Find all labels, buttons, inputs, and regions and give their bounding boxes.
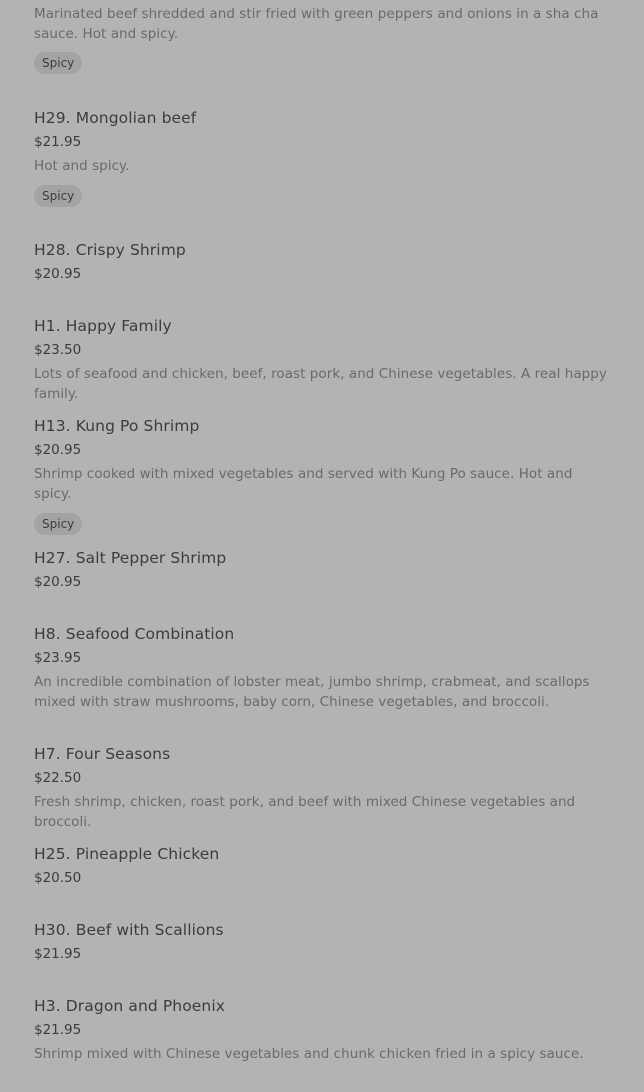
menu-item-price: $20.95	[34, 442, 82, 458]
menu-item-price: $20.95	[34, 574, 82, 590]
menu-item-description: Fresh shrimp, chicken, roast pork, and beef with mixed Chinese vegetables and broccoli.	[34, 794, 576, 830]
menu-item-pineapple-chicken[interactable]	[34, 844, 614, 888]
menu-item-name: H8. Seafood Combination	[34, 625, 235, 643]
spicy-badge: Spicy	[34, 52, 82, 74]
menu-item-salt-pepper-shrimp[interactable]	[34, 548, 614, 592]
menu-item-price: $21.95	[34, 946, 82, 962]
menu-item-price: $21.95	[34, 1022, 82, 1038]
menu-item-price: $20.95	[34, 266, 82, 282]
menu-item-dragon-and-phoenix[interactable]	[34, 996, 614, 1064]
menu-item-sha-cha-beef[interactable]	[34, 4, 614, 74]
menu-item-happy-family[interactable]	[34, 316, 614, 404]
spicy-badge: Spicy	[34, 185, 82, 207]
menu-item-description: Lots of seafood and chicken, beef, roast pork, and Chinese vegetables. A real happy family.	[34, 366, 607, 402]
menu-item-description: Shrimp mixed with Chinese vegetables and chunk chicken fried in a spicy sauce.	[34, 1046, 584, 1062]
menu-item-name: H27. Salt Pepper Shrimp	[34, 549, 227, 567]
menu-item-name: H13. Kung Po Shrimp	[34, 417, 200, 435]
menu-item-name: H3. Dragon and Phoenix	[34, 997, 226, 1015]
menu-item-name: H25. Pineapple Chicken	[34, 845, 220, 863]
menu-item-kung-po-shrimp[interactable]	[34, 416, 614, 535]
menu-item-name: H1. Happy Family	[34, 317, 172, 335]
menu-item-four-seasons[interactable]	[34, 744, 614, 832]
menu-item-beef-with-scallions[interactable]	[34, 920, 614, 964]
menu-item-description: Marinated beef shredded and stir fried with green peppers and onions in a sha cha sauce. Hot and spicy.	[34, 6, 599, 42]
menu-item-seafood-combination[interactable]	[34, 624, 614, 712]
menu-item-crispy-shrimp[interactable]	[34, 240, 614, 284]
menu-item-name: H30. Beef with Scallions	[34, 921, 224, 939]
menu-item-description: Shrimp cooked with mixed vegetables and served with Kung Po sauce. Hot and spicy.	[34, 466, 573, 502]
menu-item-price: $23.95	[34, 650, 82, 666]
spicy-badge: Spicy	[34, 513, 82, 535]
menu-item-price: $23.50	[34, 342, 82, 358]
menu-item-price: $21.95	[34, 134, 82, 150]
menu-item-description: An incredible combination of lobster meat, jumbo shrimp, crabmeat, and scallops mixed with straw mushrooms, baby corn, Chinese vegetables, and broccoli.	[34, 674, 590, 710]
menu-item-price: $22.50	[34, 770, 82, 786]
menu-item-name: H29. Mongolian beef	[34, 109, 197, 127]
menu-item-description: Hot and spicy.	[34, 158, 130, 174]
menu-item-name: H7. Four Seasons	[34, 745, 171, 763]
menu-item-name: H28. Crispy Shrimp	[34, 241, 186, 259]
menu-item-price: $20.50	[34, 870, 82, 886]
menu-item-mongolian-beef[interactable]	[34, 108, 614, 207]
